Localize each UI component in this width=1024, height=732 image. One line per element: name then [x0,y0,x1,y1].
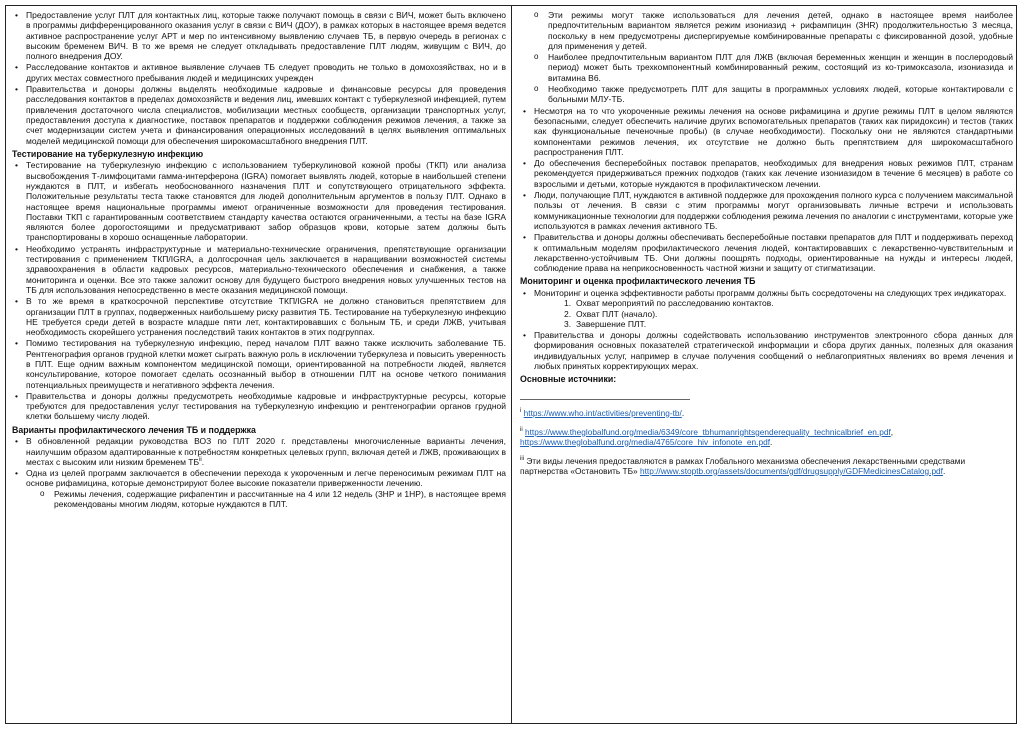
footnote-link[interactable]: https://www.theglobalfund.org/media/6349/core_tbhumanrightsgenderequality_technicalbrief_en.pdf [524,426,891,437]
list-item [520,288,1013,329]
sub-list [26,489,506,510]
footnote-3 [520,456,1013,476]
left-column [12,10,506,715]
list-item: • В то же время в краткосрочной перспективе отсутствие ТКП/IGRA не должно становиться препятствием для организации ПЛТ в группах, подверженных наибольшему риску развития ТБ. Тестирование на туберкулезную инфекцию НЕ требуется среди детей в возрасте младше пяти лет, контактировавших с больным ТБ, и среди ЛЖВ, учитывая необходимость скорейшего устранения последствий таких контактов в этих подгруппах. [12,296,506,337]
footnote-ref[interactable]: ii [199,457,202,464]
continued-sub-list [520,10,1013,105]
item-text: В обновленной редакции руководства ВОЗ по ПЛТ 2020 г. представлены многочисленные варианты лечения, наилучшим образом адаптированные к потребностям конкретных целевых групп, включая детей и ЛЖВ, проживающих в местах с высоким или низким бременем ТБ [26,436,506,467]
item-number: 2. [564,308,572,319]
list-item: • Люди, получающие ПЛТ, нуждаются в активной поддержке для прохождения полного курса с получением максимальной пользы от лечения. В связи с этим программы могут организовывать личные встречи и использовать коммуникационные технологии для поддержки соблюдения режима лечения по аналогии с инструментами, которые уже используются в рамках лечения активного ТБ. [520,190,1013,231]
list-item: • Правительства и доноры должны содействовать использованию инструментов электронного сбора данных для формирования основных показателей стратегической информации и сбора других данных, полезных для оказания индивидуальных услуг, например в случае получения сообщений о неблагоприятных явлениях во время лечения и любых принятых корректирующих мерах. [520,330,1013,371]
section-heading-sources: Основные источники: [520,374,617,385]
footnote-link[interactable]: https://www.theglobalfund.org/media/4765/core_hiv_infonote_en.pdf [520,436,771,447]
item-number: 3. [564,318,572,329]
list-item: • Необходимо устранять инфраструктурные и материально-технические ограничения, препятствующие организации тестирования с применением ТКП/IGRA, а долгосрочная цель заключается в наращивании возможностей системы здравоохранения в области кадровых ресурсов, материально-технического обеспечения и снабжения, а также мониторинга и оценки. Все это также заложит основу для будущего быстрого внедрения новых улучшенных тестов на ТБ для использования непосредственно в месте оказания медицинской помощи. [12,244,506,295]
footnote-1 [520,408,1013,418]
section-heading-variants: Варианты профилактического лечения ТБ и поддержка [12,424,256,435]
item-text: Охват мероприятий по расследованию контактов. [576,298,774,309]
sub-list-item: o Необходимо также предусмотреть ПЛТ для защиты в программных условиях людей, которые контактировали с больными МЛУ-ТБ. [520,84,1013,105]
numbered-item [564,319,1013,329]
list-item [12,468,506,509]
item-text: Завершение ПЛТ. [576,318,647,329]
right-column [520,10,1013,715]
numbered-item [564,309,1013,319]
list-item: • Расследование контактов и активное выявление случаев ТБ следует проводить не только в домохозяйствах, но и в других местах совместного пребывания людей и медицинских учрежден [12,62,506,83]
list-item: • Предоставление услуг ПЛТ для контактных лиц, которые также получают помощь в связи с ВИЧ, может быть включено в программы дифференцированного оказания услуг в связи с ВИЧ (ДОУ), в рамках которых в настоящее время ведется активное распространение услуг АРТ и мер по интенсивному выявлению случаев ТБ, в первую очередь в регионах с высоким бременем ВИЧ. В то же время не следует откладывать предоставление ПЛТ людям, живущим с ВИЧ, до полного внедрения ДОУ. [12,10,506,61]
item-number: 1. [564,298,572,309]
footnote-link[interactable]: http://www.stoptb.org/assets/documents/gdf/drugsupply/GDFMedicinesCatalog.pdf [639,465,943,476]
section-heading-monitoring: Мониторинг и оценка профилактического лечения ТБ [520,276,756,287]
monitoring-bullet-list [520,288,1013,371]
column-divider [511,5,512,724]
variants-bullet-list [12,436,506,509]
list-item: • Помимо тестирования на туберкулезную инфекцию, перед началом ПЛТ важно также исключить заболевание ТБ. Рентгенография органов грудной клетки может сыграть важную роль в исключении туберкулеза и повысить уверенность в ПЛТ. Еще одним важным компонентом медицинской помощи, ориентированной на потребности людей, является консультирование, которое помогает сделать осознанный выбор в отношении ПЛТ на основе четкого понимания потенциальных преимуществ и негативного эффекта лечения. [12,338,506,389]
intro-bullet-list [12,10,506,146]
footnote-mark: i [520,408,522,415]
footnote-text: Эти виды лечения предоставляются в рамках Глобального механизма обеспечения лекарственными средствами партнерства «Остановить ТБ» [520,455,966,476]
footnote-punct: . [681,407,685,418]
footnote-link[interactable]: https://www.who.int/activities/preventing-tb/ [523,407,682,418]
list-item: • В обновленной редакции руководства ВОЗ по ПЛТ 2020 г. представлены многочисленные варианты лечения, наилучшим образом адаптированные к потребностям конкретных целевых групп, включая детей и ЛЖВ, проживающих в местах с высоким или низким бременем ТБ$^{ii}$. [12,436,506,467]
list-item: • Правительства и доноры должны обеспечивать бесперебойные поставки препаратов для ПЛТ и поддерживать переход к оптимальным моделям профилактического лечения людей, контактировавших с лекарственно-чувствительным и лекарственно-устойчивым ТБ. Они должны поощрять подходы, ориентированные на нужды и интересы людей, соблюдение права на неприкосновенность частной жизни и защиту от стигматизации. [520,232,1013,273]
sub-list-item: o Эти режимы могут также использоваться для лечения детей, однако в настоящее время наиболее предпочтительным вариантом является режим изониазид + рифампицин (3HR) продолжительностью 3 месяца, поскольку в нем предусмотрены диспергируемые комбинированные препараты с фиксированной дозой, удобные для применения у детей. [520,10,1013,51]
numbered-item [564,298,1013,308]
list-item: • Тестирование на туберкулезную инфекцию с использованием туберкулиновой кожной пробы (ТКП) или анализа высвобождения Т-лимфоцитами гамма-интерферона (IGRA) помогает выявлять людей, которые в наибольшей степени нуждаются в ПЛТ, и избегать необоснованного назначения ПЛТ и сопутствующего отрицательного эффекта. Положительные результаты теста также становятся для людей дополнительным аргументов в пользу ПЛТ. Однако в настоящее время национальные программы имеют ограниченные возможности для проведения тестирования. Поставки ТКП с гарантированным соответствием стандарту качества остаются ограниченными, а тесты на базе IGRA являются более дорогостоящими и предусматривают забор образцов крови, которые затем должны быть транспортированы в хорошо оснащенные лаборатории. [12,160,506,242]
list-item: • До обеспечения бесперебойных поставок препаратов, необходимых для внедрения новых режимов ПЛТ, странам рекомендуется придерживаться прежних подходов (таких как лечение изониазидом в течение 6 месяцев) в работе со взрослыми и детьми, которые нуждаются в профилактическом лечении. [520,158,1013,189]
footnote-punct: . [770,436,773,447]
section-heading-testing: Тестирование на туберкулезную инфекцию [12,148,204,159]
footnote-separator [520,399,690,400]
footnote-mark: iii [520,456,524,463]
list-item: • Несмотря на то что укороченные режимы лечения на основе рифамицина и другие режимы ПЛТ в целом являются безопасными, следует обеспечить наличие других вспомогательных препаратов (таких как пиридоксин) и тестов (таких как функциональные печеночные пробы) (в случае необходимости). Поскольку они не являются стандартными компонентами режимов лечения, их отсутствие не должно быть препятствием для широкомасштабного распространения ПЛТ. [520,106,1013,157]
item-text: Мониторинг и оценка эффективности работы программ должны быть сосредоточены на следующих трех индикаторах. [534,287,1007,298]
support-bullet-list [520,106,1013,274]
list-item: • Правительства и доноры должны предусмотреть необходимые кадровые и инфраструктурные ресурсы, которые требуются для предоставления услуг тестирования на туберкулезную инфекцию и рентгенографии органов грудной клетки большему числу людей. [12,391,506,422]
footnote-2 [520,427,1013,447]
indicator-list [534,298,1013,329]
sub-list-item: o Наиболее предпочтительным вариантом ПЛТ для ЛЖВ (включая беременных женщин и женщин в послеродовый период) может быть трехкомпонентный комбинированный режим, состоящий из ко-тримоксазола, изониазида и витамина В6. [520,52,1013,83]
testing-bullet-list [12,160,506,421]
footnote-punct: . [942,465,946,476]
item-text: Одна из целей программ заключается в обеспечении перехода к укороченным и легче переносимым режимам ПЛТ на основе рифамицина, которые демонстрируют более высокие показатели приверженности лечению. [26,468,506,489]
footnote-mark: ii [520,427,523,434]
item-text: Охват ПЛТ (начало). [576,308,658,319]
footnote-punct: , [890,426,894,437]
sub-list-item: o Режимы лечения, содержащие рифапентин и рассчитанные на 4 или 12 недель (3НР и 1НР), в настоящее время рекомендованы многим людям, которые нуждаются в ПЛТ. [26,489,506,510]
list-item: • Правительства и доноры должны выделять необходимые кадровые и финансовые ресурсы для проведения расследования контактов в пределах домохозяйств и ведения лиц, имевших контакт с туберкулезной инфекцией, путем привлечения достаточного числа специалистов, мобилизации местных сообществ, организации транспортных услуг, предоставления доступа к диагностике, поставок препаратов и поддержки соблюдения режимов лечения, а также за счет модернизации систем учета и финансирования операционных исследований в целях выявления оптимальных моделей медицинской помощи для обеспечения широкомасштабного внедрения ПЛТ. [12,84,506,146]
